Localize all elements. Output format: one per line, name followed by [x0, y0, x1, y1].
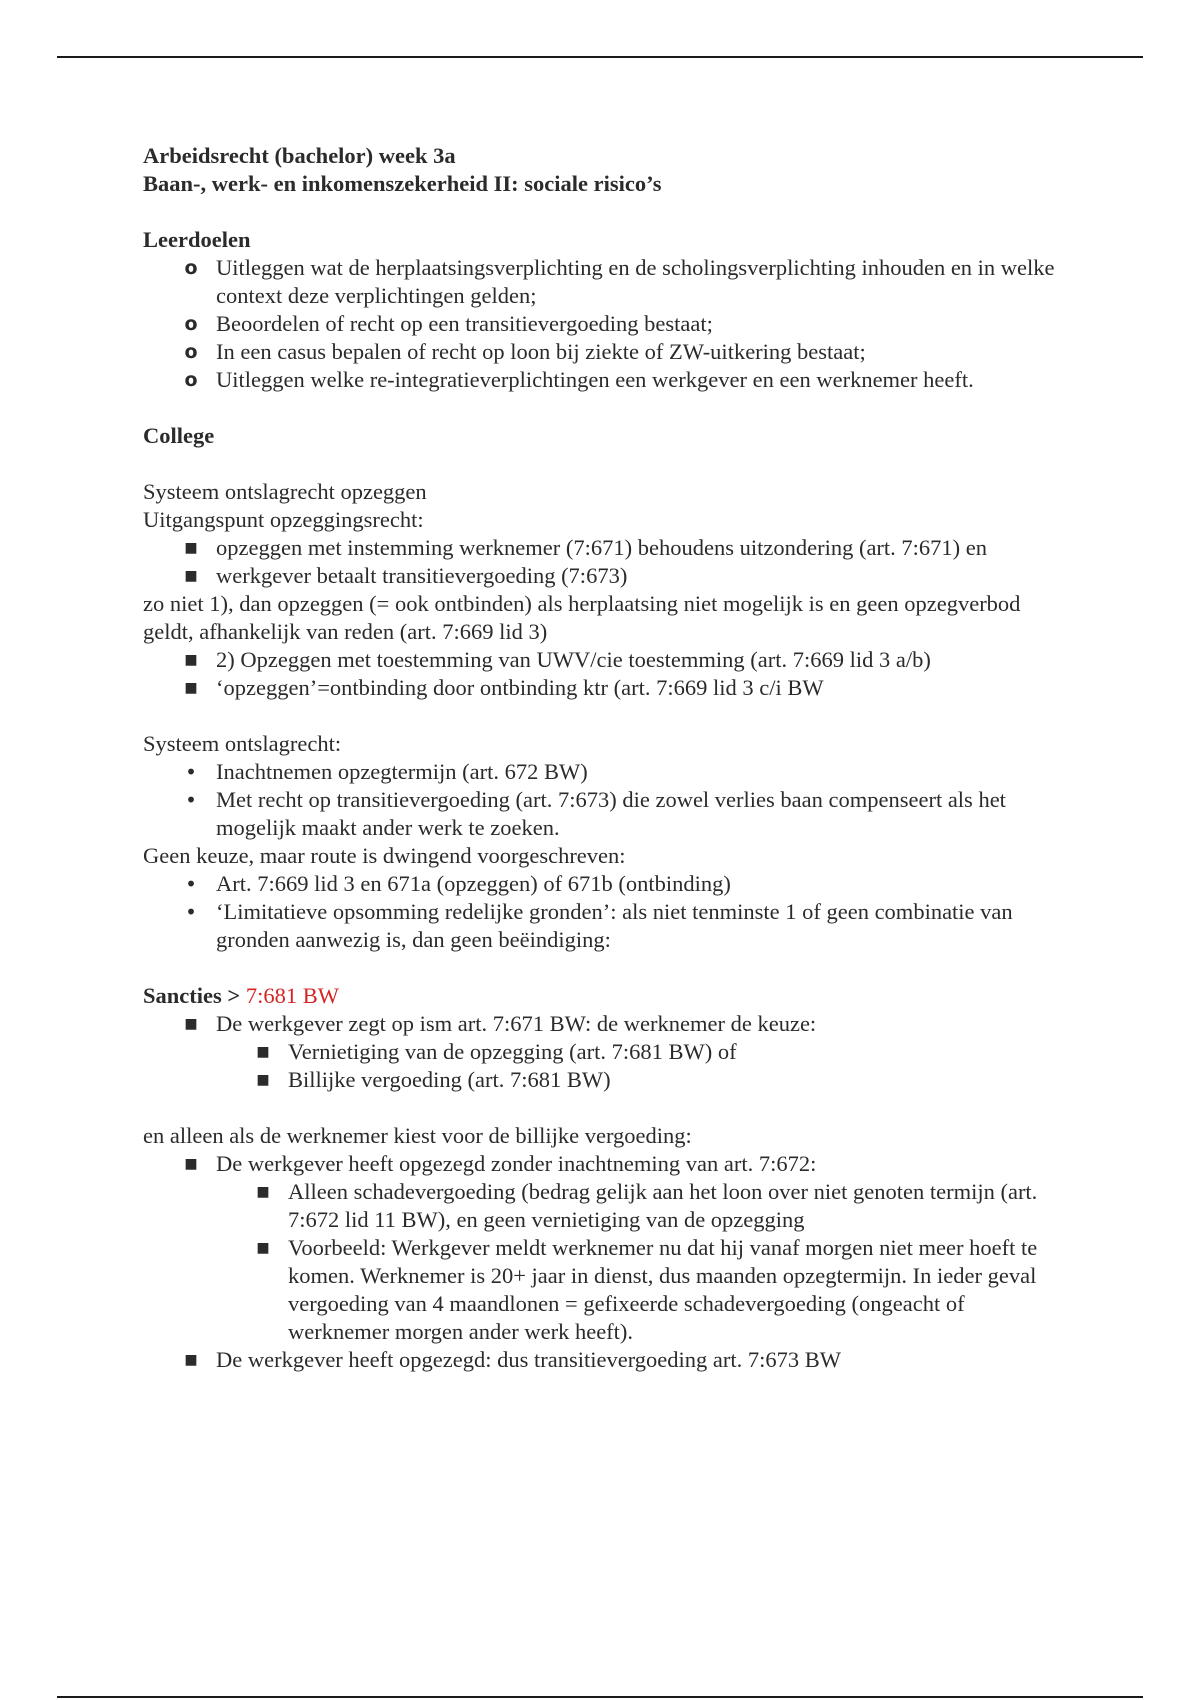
college-list-4	[143, 870, 1063, 954]
square-bullet-icon: ■	[184, 1016, 198, 1032]
leerdoelen-heading: Leerdoelen	[143, 227, 251, 252]
list-item: ■ werkgever betaalt transitievergoeding (7:673)	[143, 562, 1063, 590]
list-item: o In een casus bepalen of recht op loon bij ziekte of ZW-uitkering bestaat;	[143, 338, 1063, 366]
square-bullet-icon: ■	[256, 1072, 270, 1088]
square-bullet-icon: ■	[184, 680, 198, 696]
leerdoelen-list	[143, 254, 1063, 394]
list-item: o Uitleggen wat de herplaatsingsverplichting en de scholingsverplichting inhouden en in welke context deze verplichtingen gelden;	[143, 254, 1063, 310]
list-item: • ‘Limitatieve opsomming redelijke gronden’: als niet tenminste 1 of geen combinatie van gronden aanwezig is, dan geen beëindiging:	[143, 898, 1063, 954]
dot-bullet-icon: •	[185, 900, 197, 924]
list-item: • Met recht op transitievergoeding (art. 7:673) die zowel verlies baan compenseert als het mogelijk maakt ander werk te zoeken.	[143, 786, 1063, 842]
college-list-3	[143, 758, 1063, 842]
square-bullet-icon: ■	[184, 1352, 198, 1368]
list-item: • Inachtnemen opzegtermijn (art. 672 BW)	[143, 758, 1063, 786]
square-bullet-icon: ■	[256, 1044, 270, 1060]
college-list-1	[143, 534, 1063, 590]
square-bullet-icon: ■	[184, 1156, 198, 1172]
list-item: ■ De werkgever zegt op ism art. 7:671 BW: de werknemer de keuze:	[143, 1010, 1063, 1038]
sancties-heading: Sancties > 7:681 BW	[143, 983, 339, 1008]
sancties-list-2	[143, 1150, 1063, 1374]
circle-bullet-icon: o	[184, 341, 198, 363]
dot-bullet-icon: •	[185, 788, 197, 812]
list-item: • Art. 7:669 lid 3 en 671a (opzeggen) of 671b (ontbinding)	[143, 870, 1063, 898]
square-bullet-icon: ■	[184, 540, 198, 556]
college-heading: College	[143, 423, 215, 448]
college-line: Systeem ontslagrecht:	[143, 731, 342, 756]
dot-bullet-icon: •	[185, 872, 197, 896]
square-bullet-icon: ■	[184, 652, 198, 668]
college-list-2	[143, 646, 1063, 702]
list-item: o Beoordelen of recht op een transitievergoeding bestaat;	[143, 310, 1063, 338]
dot-bullet-icon: •	[185, 760, 197, 784]
square-bullet-icon: ■	[256, 1240, 270, 1256]
sub-list-item: ■ Voorbeeld: Werkgever meldt werknemer nu dat hij vanaf morgen niet meer hoeft te komen. Werknemer is 20+ jaar in dienst, dus maanden opzegtermijn. In ieder geval vergoeding van 4 maandlonen = gefixeerde schadevergoeding (ongeacht of werknemer morgen ander werk heeft).	[143, 1234, 1063, 1346]
list-item: ■ 2) Opzeggen met toestemming van UWV/cie toestemming (art. 7:669 lid 3 a/b)	[143, 646, 1063, 674]
sancties-paragraph: en alleen als de werknemer kiest voor de billijke vergoeding:	[143, 1123, 692, 1148]
college-line: Geen keuze, maar route is dwingend voorgeschreven:	[143, 843, 626, 868]
top-rule	[57, 56, 1143, 58]
circle-bullet-icon: o	[184, 257, 198, 279]
college-line: Systeem ontslagrecht opzeggen	[143, 479, 427, 504]
document-subtitle: Baan-, werk- en inkomenszekerheid II: sociale risico’s	[143, 171, 662, 196]
list-item: ■ De werkgever heeft opgezegd: dus transitievergoeding art. 7:673 BW	[143, 1346, 1063, 1374]
circle-bullet-icon: o	[184, 313, 198, 335]
list-item: ■ opzeggen met instemming werknemer (7:671) behoudens uitzondering (art. 7:671) en	[143, 534, 1063, 562]
square-bullet-icon: ■	[184, 568, 198, 584]
list-item: ■ De werkgever heeft opgezegd zonder inachtneming van art. 7:672:	[143, 1150, 1063, 1178]
list-item: ■ ‘opzeggen’=ontbinding door ontbinding ktr (art. 7:669 lid 3 c/i BW	[143, 674, 1063, 702]
list-item: o Uitleggen welke re-integratieverplichtingen een werkgever en een werknemer heeft.	[143, 366, 1063, 394]
sub-list-item: ■ Alleen schadevergoeding (bedrag gelijk aan het loon over niet genoten termijn (art. 7:672 lid 11 BW), en geen vernietiging van de opzegging	[143, 1178, 1063, 1234]
sub-list-item: ■ Vernietiging van de opzegging (art. 7:681 BW) of	[143, 1038, 1063, 1066]
square-bullet-icon: ■	[256, 1184, 270, 1200]
document-page	[143, 142, 1063, 1374]
sancties-list-1	[143, 1010, 1063, 1094]
sub-list-item: ■ Billijke vergoeding (art. 7:681 BW)	[143, 1066, 1063, 1094]
circle-bullet-icon: o	[184, 369, 198, 391]
college-paragraph: zo niet 1), dan opzeggen (= ook ontbinden) als herplaatsing niet mogelijk is en geen opzegverbod geldt, afhankelijk van reden (art. 7:669 lid 3)	[143, 591, 1021, 644]
sancties-article-ref: 7:681 BW	[245, 983, 339, 1008]
document-title: Arbeidsrecht (bachelor) week 3a	[143, 143, 456, 168]
college-line: Uitgangspunt opzeggingsrecht:	[143, 507, 424, 532]
bottom-rule	[57, 1696, 1143, 1698]
